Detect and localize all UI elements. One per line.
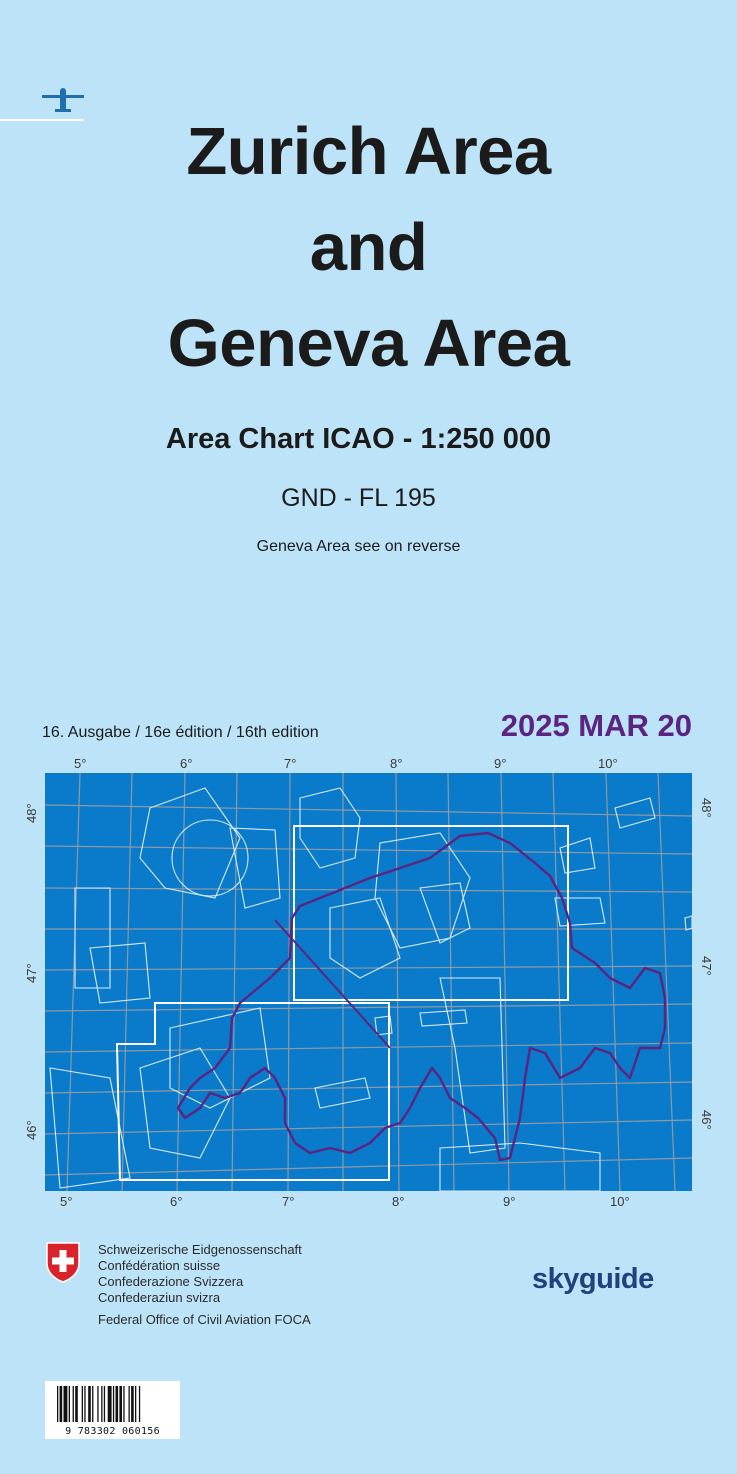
lon-label-top-6: 6° (180, 756, 193, 771)
altitude-range: GND - FL 195 (281, 484, 436, 512)
lon-label-top-7: 7° (284, 756, 297, 771)
barcode-bar (60, 1386, 63, 1422)
barcode-bar (123, 1386, 124, 1422)
swiss-cross-icon (45, 1241, 81, 1283)
barcode-bar (101, 1386, 102, 1422)
barcode-bar (116, 1386, 119, 1422)
lon-label-bottom-10: 10° (610, 1194, 630, 1208)
map-background (45, 773, 692, 1191)
skyguide-logo: skyguide (532, 1263, 654, 1295)
chart-subtitle: Area Chart ICAO - 1:250 000 (165, 423, 552, 455)
lon-label-bottom-8: 8° (392, 1194, 405, 1208)
barcode-bar (73, 1386, 74, 1422)
airplane-icon (42, 88, 84, 116)
reverse-note: Geneva Area see on reverse (256, 538, 461, 555)
overview-map-svg (0, 748, 737, 1208)
barcode-bar (131, 1386, 134, 1422)
latitude-labels-left (24, 803, 39, 1140)
lat-label-right-47: 47° (699, 956, 714, 976)
lat-label-left-47: 47° (24, 963, 39, 983)
latitude-labels-right (699, 798, 714, 1130)
lat-label-right-46: 46° (699, 1110, 714, 1130)
confederation-names (98, 1242, 302, 1306)
longitude-labels-top (74, 756, 618, 771)
confederation-de: Schweizerische Eidgenossenschaft (98, 1242, 302, 1257)
title-line-1: Zurich Area (186, 114, 551, 189)
barcode-bar (64, 1386, 68, 1422)
barcode-bar (57, 1386, 58, 1422)
title-line-2: and (309, 210, 428, 285)
barcode-bar (84, 1386, 85, 1422)
confederation-rm: Confederaziun svizra (98, 1290, 221, 1305)
lon-label-bottom-5: 5° (60, 1194, 73, 1208)
isbn-barcode (45, 1381, 180, 1439)
barcode-bar (75, 1386, 78, 1422)
isbn-number: 9 783302 060156 (65, 1426, 160, 1437)
lon-label-top-8: 8° (390, 756, 403, 771)
overview-map (0, 748, 737, 1208)
foca-label: Federal Office of Civil Aviation FOCA (98, 1312, 311, 1327)
barcode-bar (139, 1386, 140, 1422)
lon-label-bottom-7: 7° (282, 1194, 295, 1208)
lon-label-bottom-6: 6° (170, 1194, 183, 1208)
longitude-labels-bottom (60, 1194, 630, 1208)
lat-label-right-48: 48° (699, 798, 714, 818)
confederation-it: Confederazione Svizzera (98, 1274, 244, 1289)
barcode-bar (92, 1386, 93, 1422)
barcode-bar (135, 1386, 136, 1422)
confederation-fr: Confédération suisse (98, 1258, 221, 1273)
barcode-bar (119, 1386, 122, 1422)
edition-label: 16. Ausgabe / 16e édition / 16th edition (42, 724, 319, 741)
barcode-bar (113, 1386, 114, 1422)
barcode-bar (97, 1386, 98, 1422)
edition-date: 2025 MAR 20 (500, 708, 692, 743)
barcode-bars (45, 1381, 180, 1425)
lat-label-left-46: 46° (24, 1120, 39, 1140)
lon-label-top-9: 9° (494, 756, 507, 771)
title-line-3: Geneva Area (167, 306, 570, 381)
lat-label-left-48: 48° (24, 803, 39, 823)
barcode-bar (104, 1386, 105, 1422)
barcode-bar (88, 1386, 91, 1422)
lon-label-bottom-9: 9° (503, 1194, 516, 1208)
barcode-bar (69, 1386, 70, 1422)
barcode-bar (129, 1386, 130, 1422)
barcode-bar (82, 1386, 83, 1422)
barcode-bar (108, 1386, 112, 1422)
lon-label-top-5: 5° (74, 756, 87, 771)
lon-label-top-10: 10° (598, 756, 618, 771)
